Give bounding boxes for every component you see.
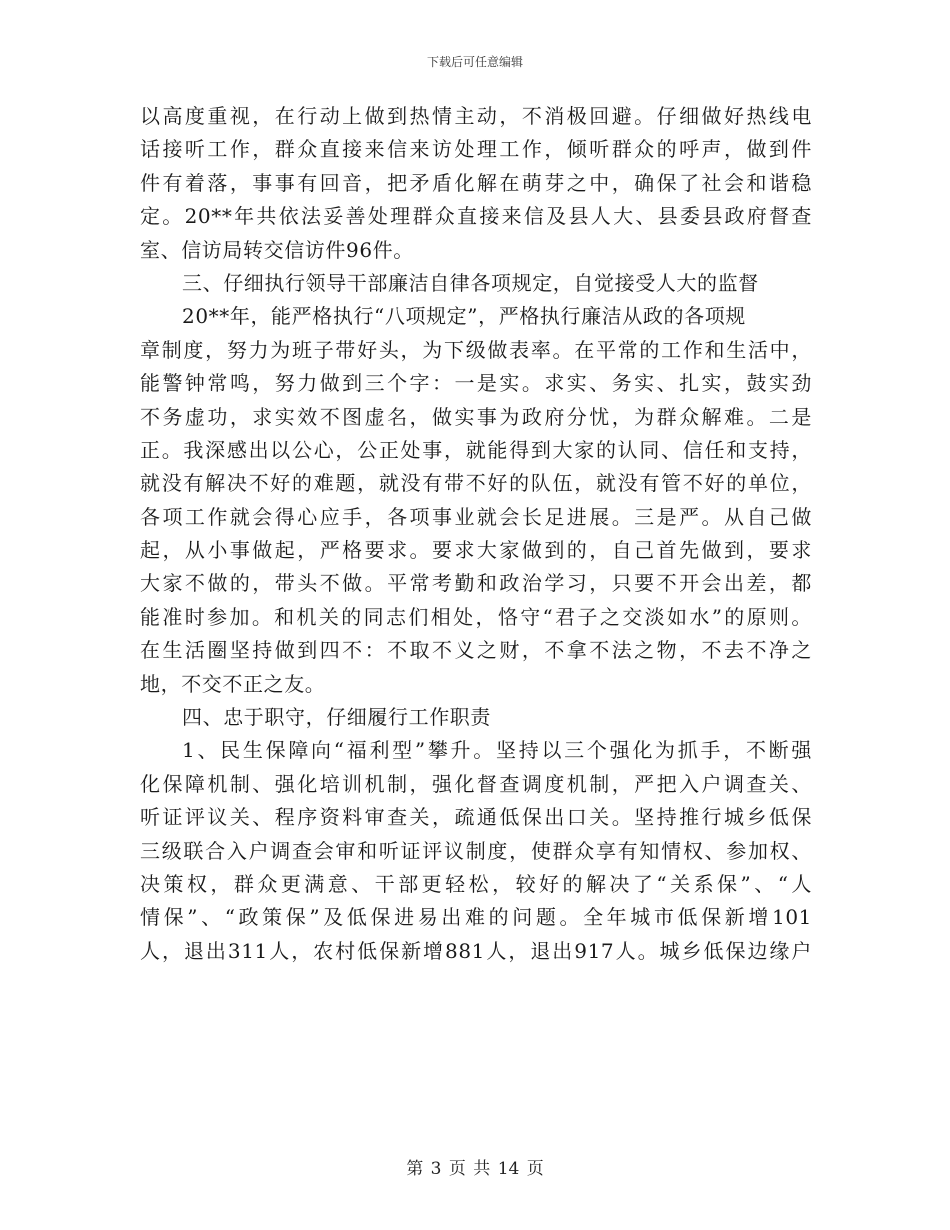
text-line: 人，退出311人，农村低保新增881人，退出917人。城乡低保边缘户	[140, 938, 812, 963]
text-line: 话接听工作，群众直接来信来访处理工作，倾听群众的呼声，做到件	[140, 137, 812, 162]
text-line: 听证评议关、程序资料审查关，疏通低保出口关。坚持推行城乡低保	[140, 805, 812, 830]
text-line: 能准时参加。和机关的同志们相处，恪守“君子之交淡如水”的原则。	[140, 604, 812, 629]
text-line: 章制度，努力为班子带好头，为下级做表率。在平常的工作和生活中，	[140, 337, 812, 362]
text-line: 化保障机制、强化培训机制，强化督查调度机制，严把入户调查关、	[140, 771, 812, 796]
text-line: 就没有解决不好的难题，就没有带不好的队伍，就没有管不好的单位，	[140, 471, 812, 496]
text-line: 三级联合入户调查会审和听证评议制度，使群众享有知情权、参加权、	[140, 838, 812, 863]
text-line: 以高度重视，在行动上做到热情主动，不消极回避。仔细做好热线电	[140, 104, 812, 128]
text-line: 大家不做的，带头不做。平常考勤和政治学习，只要不开会出差，都	[140, 571, 812, 596]
text-line: 1、民生保障向“福利型”攀升。坚持以三个强化为抓手，不断强	[182, 738, 812, 763]
page-footer: 第 3 页 共 14 页	[406, 1159, 544, 1179]
text-line: 定。20**年共依法妥善处理群众直接来信及县人大、县委县政府督查	[140, 204, 812, 229]
text-line: 20**年，能严格执行“八项规定”，严格执行廉洁从政的各项规	[182, 304, 746, 329]
text-line: 决策权，群众更满意、干部更轻松，较好的解决了“关系保”、“人	[140, 871, 812, 896]
section-heading: 四、忠于职守，仔细履行工作职责	[182, 705, 491, 730]
document-body	[140, 100, 812, 968]
text-line: 不务虚功，求实效不图虚名，做实事为政府分忧，为群众解难。二是	[140, 404, 812, 429]
text-line: 室、信访局转交信访件96件。	[140, 237, 414, 262]
text-line: 各项工作就会得心应手，各项事业就会长足进展。三是严。从自己做	[140, 504, 812, 529]
text-line: 能警钟常鸣，努力做到三个字：一是实。求实、务实、扎实，鼓实劲	[140, 371, 812, 396]
section-heading: 三、仔细执行领导干部廉洁自律各项规定，自觉接受人大的监督	[182, 270, 759, 295]
text-line: 情保”、“政策保”及低保进易出难的问题。全年城市低保新增101	[140, 905, 812, 930]
text-line: 起，从小事做起，严格要求。要求大家做到的，自己首先做到，要求	[140, 538, 812, 563]
page-header: 下载后可任意编辑	[426, 55, 523, 69]
text-line: 正。我深感出以公心，公正处事，就能得到大家的认同、信任和支持，	[140, 437, 812, 462]
text-line: 地，不交不正之友。	[140, 671, 326, 696]
text-line: 件有着落，事事有回音，把矛盾化解在萌芽之中，确保了社会和谐稳	[140, 170, 812, 195]
text-line: 在生活圈坚持做到四不：不取不义之财，不拿不法之物，不去不净之	[140, 638, 812, 663]
